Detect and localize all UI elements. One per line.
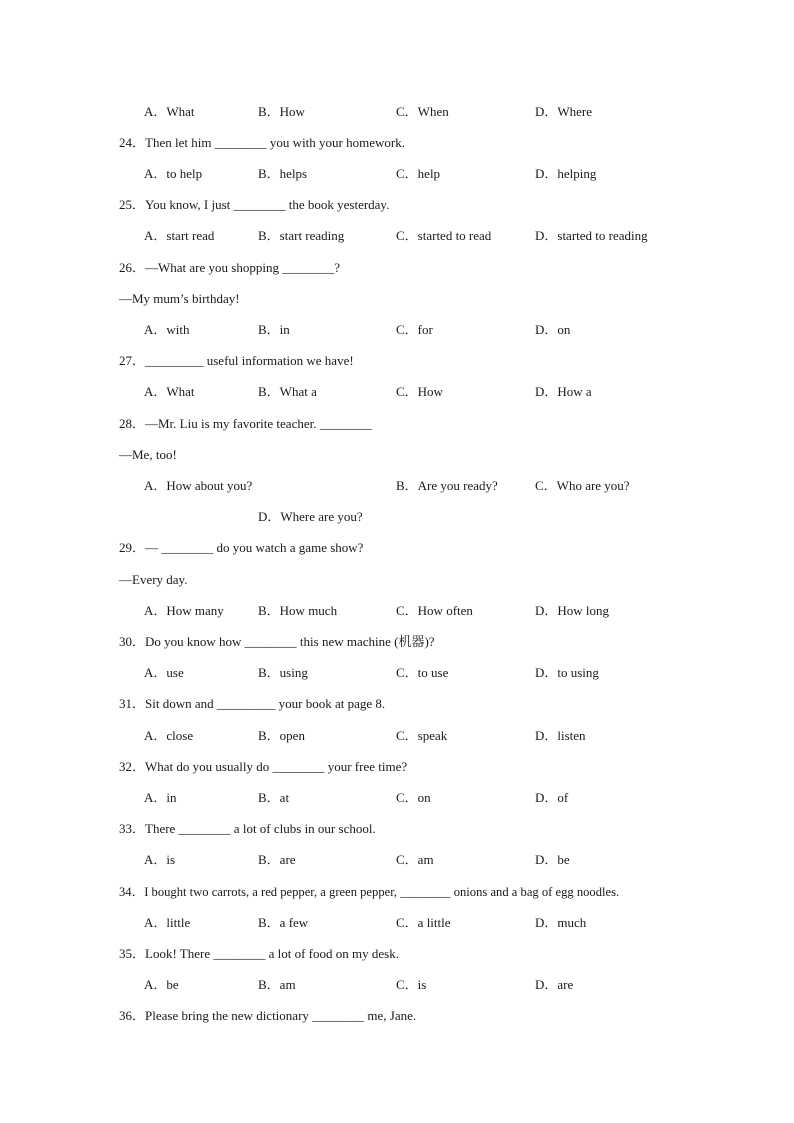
q31-option-b: B．open — [258, 728, 305, 743]
q34-question: 34．I bought two carrots, a red pepper, a green pepper, ________ onions and a bag of egg noodles. — [119, 885, 620, 899]
q35-option-c: C．is — [396, 977, 427, 992]
q31-option-a: A．close — [144, 728, 194, 743]
q30-option-c: C．to use — [396, 665, 449, 680]
q29-option-c: C．How often — [396, 603, 473, 618]
q35-question: 35．Look! There ________ a lot of food on my desk. — [119, 946, 399, 961]
q31-option-d: D．listen — [535, 728, 586, 743]
q32-option-b: B．at — [258, 790, 290, 805]
q28-option-a: A．How about you? — [144, 478, 253, 493]
q24-option-d: D．helping — [535, 166, 597, 181]
q25-option-a: A．start read — [144, 228, 215, 243]
q30-question: 30．Do you know how ________ this new machine (机器)? — [119, 634, 435, 649]
q33-option-c: C．am — [396, 852, 434, 867]
q25-option-b: B．start reading — [258, 228, 345, 243]
q35-option-b: B．am — [258, 977, 296, 992]
q23-option-c: C．When — [396, 104, 449, 119]
q29-option-b: B．How much — [258, 603, 338, 618]
q34-option-b: B．a few — [258, 915, 309, 930]
q32-option-a: A．in — [144, 790, 177, 805]
q26-option-b: B．in — [258, 322, 290, 337]
q27-option-c: C．How — [396, 384, 443, 399]
q33-question: 33．There ________ a lot of clubs in our school. — [119, 821, 376, 836]
q28-option-d: D．Where are you? — [258, 509, 363, 524]
q31-option-c: C．speak — [396, 728, 448, 743]
q25-option-d: D．started to reading — [535, 228, 648, 243]
q28-answer-line: —Me, too! — [119, 447, 177, 462]
q28-option-c: C．Who are you? — [535, 478, 630, 493]
q26-option-a: A．with — [144, 322, 190, 337]
q24-option-a: A．to help — [144, 166, 203, 181]
q27-option-b: B．What a — [258, 384, 317, 399]
q29-option-d: D．How long — [535, 603, 610, 618]
q32-question: 32．What do you usually do ________ your free time? — [119, 759, 408, 774]
q23-option-d: D．Where — [535, 104, 593, 119]
q25-question: 25．You know, I just ________ the book yesterday. — [119, 197, 390, 212]
q32-option-d: D．of — [535, 790, 569, 805]
q24-option-c: C．help — [396, 166, 441, 181]
q29-question: 29．— ________ do you watch a game show? — [119, 540, 364, 555]
q28-question: 28．—Mr. Liu is my favorite teacher. ________ — [119, 416, 372, 431]
q36-question: 36．Please bring the new dictionary ________ me, Jane. — [119, 1008, 417, 1023]
q25-option-c: C．started to read — [396, 228, 492, 243]
q30-option-a: A．use — [144, 665, 184, 680]
q34-option-c: C．a little — [396, 915, 451, 930]
q26-answer-line: —My mum’s birthday! — [119, 291, 240, 306]
q34-option-a: A．little — [144, 915, 191, 930]
q26-question: 26．—What are you shopping ________? — [119, 260, 340, 275]
q27-option-d: D．How a — [535, 384, 592, 399]
q26-option-d: D．on — [535, 322, 571, 337]
q24-question: 24．Then let him ________ you with your homework. — [119, 135, 405, 150]
q33-option-b: B．are — [258, 852, 296, 867]
q27-question: 27．_________ useful information we have! — [119, 353, 354, 368]
q28-option-b: B．Are you ready? — [396, 478, 498, 493]
q24-option-b: B．helps — [258, 166, 308, 181]
q30-option-d: D．to using — [535, 665, 599, 680]
q33-option-a: A．is — [144, 852, 176, 867]
q29-answer-line: —Every day. — [119, 572, 188, 587]
q32-option-c: C．on — [396, 790, 431, 805]
q23-option-b: B．How — [258, 104, 305, 119]
q34-option-d: D．much — [535, 915, 587, 930]
q23-option-a: A．What — [144, 104, 195, 119]
q29-option-a: A．How many — [144, 603, 224, 618]
q33-option-d: D．be — [535, 852, 570, 867]
q27-option-a: A．What — [144, 384, 195, 399]
q26-option-c: C．for — [396, 322, 433, 337]
q31-question: 31．Sit down and _________ your book at page 8. — [119, 696, 386, 711]
q35-option-a: A．be — [144, 977, 179, 992]
q30-option-b: B．using — [258, 665, 308, 680]
q35-option-d: D．are — [535, 977, 574, 992]
